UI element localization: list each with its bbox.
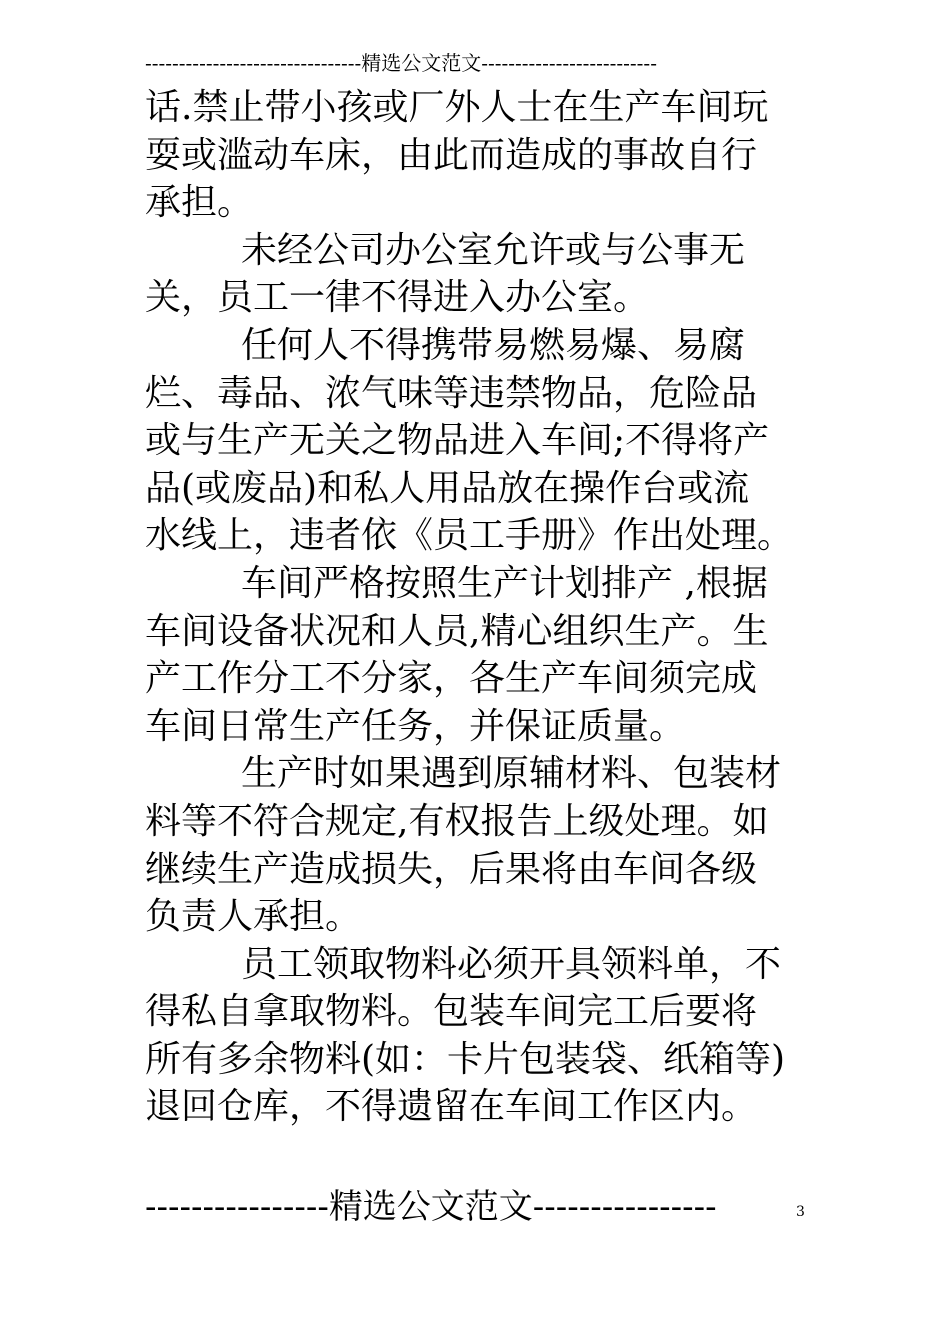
paragraph <box>145 941 825 1131</box>
text-line: 关，员工一律不得进入办公室。 <box>145 277 650 319</box>
page-number: 3 <box>796 1204 805 1220</box>
text-line: 产工作分工不分家，各生产车间须完成 <box>145 658 758 700</box>
paragraph <box>145 84 825 227</box>
page-header: --------------------------------精选公文范文-------------------------- <box>145 51 657 75</box>
text-line: 未经公司办公室允许或与公事无 <box>241 229 746 271</box>
paragraph <box>145 560 825 750</box>
text-line: 或与生产无关之物品进入车间;不得将产 <box>145 420 770 462</box>
text-line: 烂、毒品、浓气味等违禁物品，危险品 <box>145 372 758 414</box>
text-line: 话.禁止带小孩或厂外人士在生产车间玩 <box>145 87 769 128</box>
text-line: 任何人不得携带易燃易爆、易腐 <box>241 324 746 366</box>
text-line: 生产时如果遇到原辅材料、包装材 <box>241 753 782 795</box>
text-line: 水线上，违者依《员工手册》作出处理。 <box>145 515 794 557</box>
page-footer: ----------------精选公文范文---------------- <box>145 1187 717 1227</box>
text-line: 员工领取物料必须开具领料单，不 <box>241 943 782 985</box>
paragraph <box>145 227 825 322</box>
text-line: 承担。 <box>145 182 254 224</box>
text-line: 品(或废品)和私人用品放在操作台或流 <box>145 467 750 509</box>
text-line: 车间严格按照生产计划排产 ,根据 <box>241 562 768 604</box>
text-line: 车间设备状况和人员,精心组织生产。生 <box>145 610 769 652</box>
text-line: 车间日常生产任务，并保证质量。 <box>145 705 686 747</box>
text-line: 负责人承担。 <box>145 896 362 938</box>
paragraph <box>145 750 825 940</box>
text-line: 退回仓库，不得遗留在车间工作区内。 <box>145 1086 758 1128</box>
text-line: 继续生产造成损失，后果将由车间各级 <box>145 848 758 890</box>
text-line: 料等不符合规定,有权报告上级处理。如 <box>145 800 769 842</box>
document-body <box>145 84 825 1131</box>
text-line: 所有多余物料(如：卡片包装袋、纸箱等) <box>145 1038 786 1080</box>
text-line: 得私自拿取物料。包装车间完工后要将 <box>145 991 758 1033</box>
text-line: 耍或滥动车床，由此而造成的事故自行 <box>145 134 758 176</box>
paragraph <box>145 322 825 560</box>
